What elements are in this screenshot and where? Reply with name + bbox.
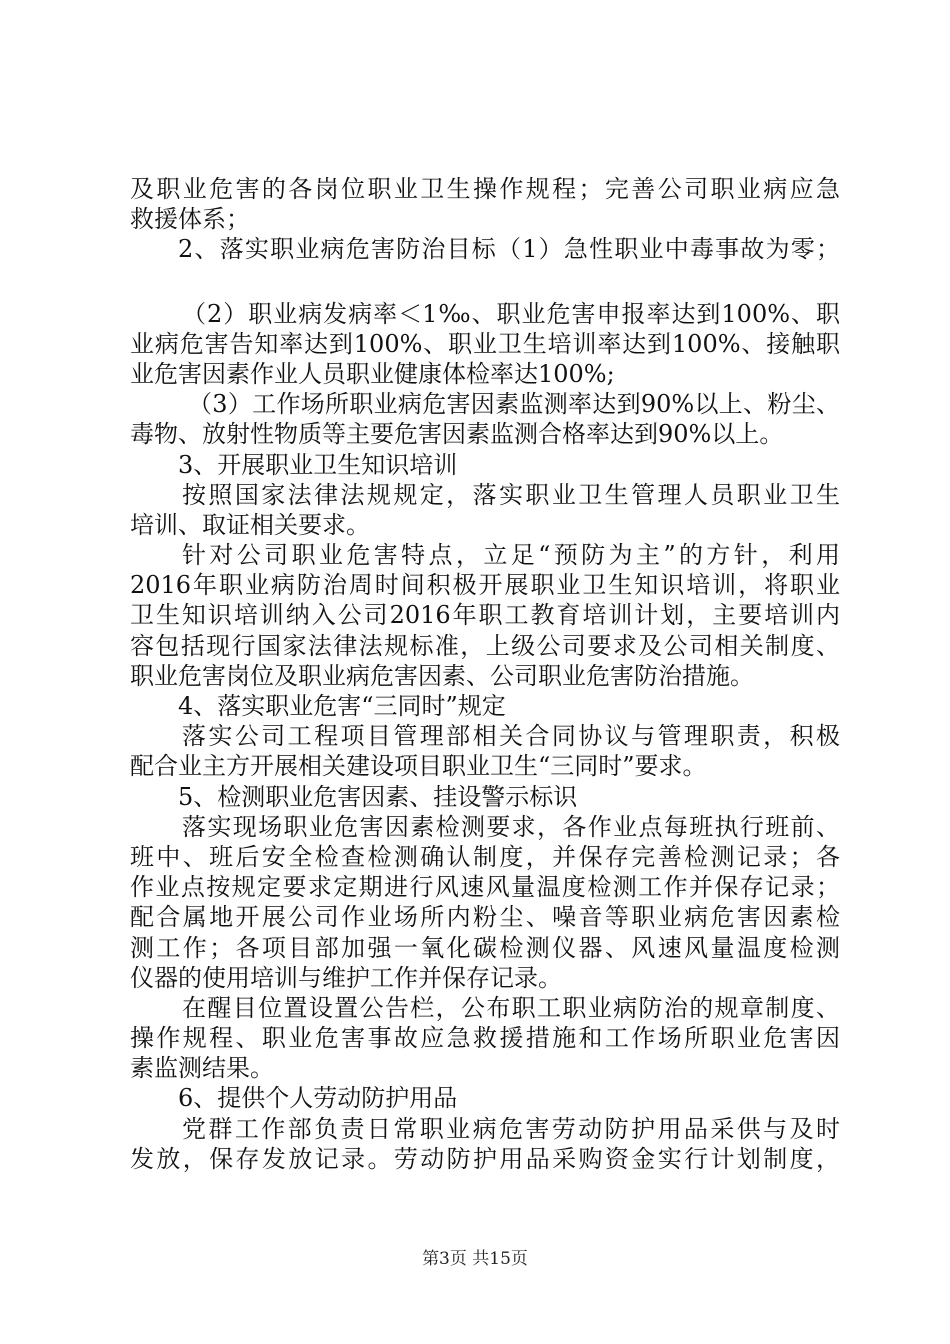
text-line: 作业点按规定要求定期进行风速风量温度检测工作并保存记录； (130, 873, 840, 902)
text-line: 救援体系； (130, 205, 250, 234)
text-line: 配合属地开展公司作业场所内粉尘、噪音等职业病危害因素检 (130, 903, 840, 932)
text-line: 培训、取证相关要求。 (130, 510, 370, 539)
text-line: 卫生知识培训纳入公司2016年职工教育培训计划，主要培训内 (130, 601, 840, 630)
text-line: 党群工作部负责日常职业病危害劳动防护用品采供与及时 (182, 1114, 840, 1143)
text-line: （2）职业病发病率＜1‰、职业危害申报率达到100%、职 (182, 299, 840, 328)
text-line: 落实公司工程项目管理部相关合同协议与管理职责，积极 (182, 722, 840, 751)
text-line: 仪器的使用培训与维护工作并保存记录。 (130, 963, 562, 992)
text-line: 班中、班后安全检查检测确认制度，并保存完善检测记录；各 (130, 842, 840, 871)
text-line: 2、落实职业病危害防治目标（1）急性职业中毒事故为零； (178, 235, 840, 264)
paragraph-gap (130, 265, 840, 299)
text-line: 及职业危害的各岗位职业卫生操作规程；完善公司职业病应急 (130, 175, 840, 203)
text-line: 针对公司职业危害特点，立足“预防为主”的方针，利用 (182, 541, 840, 570)
page-number-footer: 第3页 共15页 (422, 1249, 528, 1269)
section-heading: 4、落实职业危害“三同时”规定 (178, 692, 506, 720)
section-heading: 5、检测职业危害因素、挂设警示标识 (178, 782, 578, 811)
text-line: 业病危害告知率达到100%、职业卫生培训率达到100%、接触职 (130, 329, 840, 358)
text-line: 测工作；各项目部加强一氧化碳检测仪器、风速风量温度检测 (130, 933, 840, 962)
text-line: 操作规程、职业危害事故应急救援措施和工作场所职业危害因 (130, 1024, 840, 1053)
document-body (130, 174, 840, 1174)
text-line: 容包括现行国家法律法规标准，上级公司要求及公司相关制度、 (130, 631, 840, 660)
text-line: 2016年职业病防治周时间积极开展职业卫生知识培训，将职业 (130, 571, 840, 600)
text-line: 业危害因素作业人员职业健康体检率达100%; (130, 359, 615, 388)
text-line: （3）工作场所职业病危害因素监测率达到90%以上、粉尘、 (188, 390, 840, 419)
text-line: 发放，保存发放记录。劳动防护用品采购资金实行计划制度， (130, 1144, 840, 1173)
text-line: 按照国家法律法规规定，落实职业卫生管理人员职业卫生 (182, 480, 840, 509)
text-line: 落实现场职业危害因素检测要求，各作业点每班执行班前、 (182, 812, 840, 841)
text-line: 职业危害岗位及职业病危害因素、公司职业危害防治措施。 (130, 661, 754, 690)
section-heading: 3、开展职业卫生知识培训 (178, 450, 458, 479)
text-line: 在醒目位置设置公告栏，公布职工职业病防治的规章制度、 (182, 993, 840, 1022)
text-line: 毒物、放射性物质等主要危害因素监测合格率达到90%以上。 (130, 420, 784, 449)
text-line: 素监测结果。 (130, 1054, 274, 1083)
text-line: 配合业主方开展相关建设项目职业卫生“三同时”要求。 (130, 752, 707, 781)
section-heading: 6、提供个人劳动防护用品 (178, 1084, 458, 1113)
